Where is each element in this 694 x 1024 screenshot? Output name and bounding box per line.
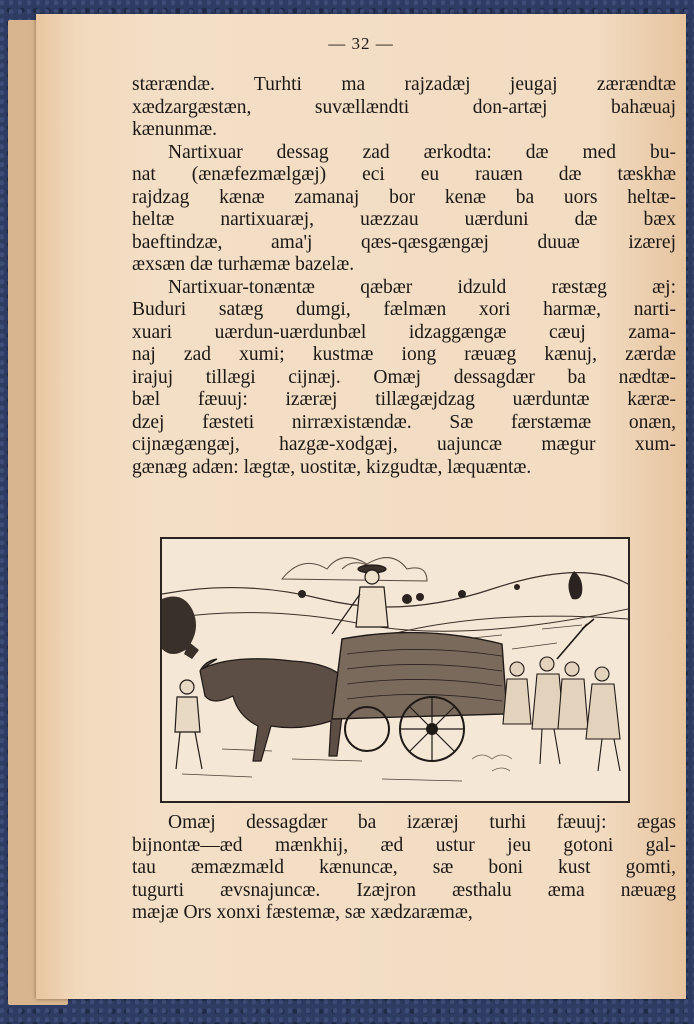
text-line: heltæ nartixuaræj, uæzzau uærduni dæ bæx — [132, 209, 676, 230]
harvest-cart-engraving-icon — [162, 539, 628, 801]
text-line: baeftindzæ, ama'j qæs-qæsgængæj duuæ izærej — [132, 231, 676, 253]
text-line: cijnægængæj, hazgæ-xodgæj, uajuncæ mægur xum- — [132, 434, 676, 455]
text-line: tugurti ævsnajuncæ. Izæjron æsthalu æma næuæg — [132, 879, 676, 901]
text-line: Omæj dessagdær ba izæræj turhi fæuuj: ægas — [168, 812, 676, 833]
text-line: bijnontæ—æd mænkhij, æd ustur jeu gotoni gal- — [132, 834, 676, 856]
text-line: xædzargæstæn, suvællændti don-artæj bahæuaj — [132, 96, 676, 118]
text-line: mæjæ Ors xonxi fæstemæ, sæ xædzaræmæ, — [132, 902, 473, 923]
text-line: kænunmæ. — [132, 119, 218, 140]
bottom-paragraph — [132, 812, 676, 925]
text-line: Nartixuar dessag zad ærkodta: dæ med bu- — [168, 141, 676, 163]
text-line: nat (ænæfezmælgæj) eci eu rauæn dæ tæskhæ — [132, 164, 676, 185]
text-line: Buduri satæg dumgi, fælmæn xori harmæ, narti- — [132, 299, 676, 320]
text-line: rajdzag kænæ zamanaj bor kenæ ba uors heltæ- — [132, 186, 676, 208]
text-line: xuari uærdun-uærdunbæl idzaggængæ cæuj zama- — [132, 321, 676, 343]
text-line: Nartixuar-tonæntæ qæbær idzuld ræstæg æj: — [168, 276, 676, 298]
book-page — [36, 14, 686, 999]
text-line: tau æmæzmæld kænuncæ, sæ boni kust gomti, — [132, 857, 676, 878]
text-line: naj zad xumi; kustmæ iong ræuæg kænuj, zærdæ — [132, 344, 676, 365]
text-line: bæl fæuuj: izæræj tillægæjdzag uærduntæ kæræ- — [132, 389, 676, 410]
top-paragraph — [132, 277, 676, 480]
top-text-block — [132, 74, 676, 479]
bottom-text-block — [132, 812, 676, 925]
text-line: stærændæ. Turhti ma rajzadæj jeugaj zærændtæ — [132, 74, 676, 95]
text-line: irajuj tillægi cijnæj. Omæj dessagdær ba nædtæ- — [132, 366, 676, 388]
harvest-cart-illustration — [160, 537, 630, 803]
text-line: æxsæn dæ turhæmæ bazelæ. — [132, 254, 355, 275]
text-line: dzej fæsteti nirræxistændæ. Sæ færstæmæ onæn, — [132, 411, 676, 433]
top-paragraph — [132, 142, 676, 277]
page-number: — 32 — — [328, 34, 394, 53]
text-line: gænæg adæn: lægtæ, uostitæ, kizgudtæ, læquæntæ. — [132, 456, 532, 478]
top-paragraph — [132, 74, 676, 142]
